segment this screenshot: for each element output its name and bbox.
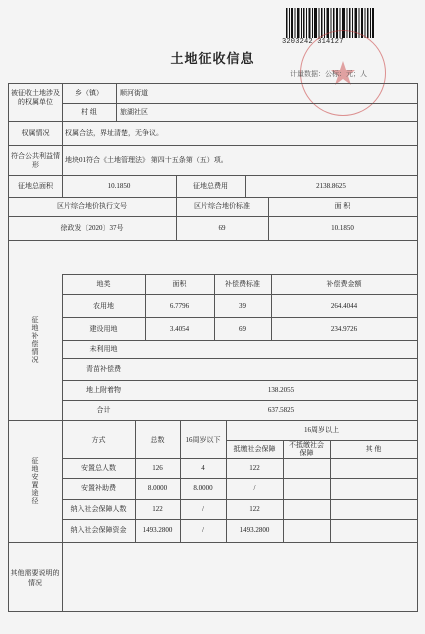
res-row-social: 122: [249, 505, 260, 513]
ownership-label: 权属情况: [21, 129, 50, 137]
area-label: 面 积: [334, 202, 351, 210]
res-row-under16: 8.0000: [193, 484, 213, 492]
comp-row-type: 建设用地: [89, 325, 118, 333]
price-std-label: 区片综合地价标准: [194, 202, 250, 210]
doc-no-label: 区片综合地价执行文号: [57, 202, 127, 210]
compensation-section-label: 征地补偿情况: [31, 316, 39, 364]
comp-header-type: 地类: [96, 280, 111, 288]
public-interest-value: 地块01符合《土地管理法》 第四十五条第（五）项。: [65, 156, 228, 164]
res-row-method: 安置补助费: [81, 484, 116, 492]
res-row-social: /: [253, 484, 256, 492]
res-row-social: 1493.2800: [239, 526, 270, 534]
res-row-method: 安置总人数: [81, 464, 116, 472]
comp-total-value: 637.5825: [267, 406, 295, 414]
res-row-method: 纳入社会保障资金: [70, 526, 127, 534]
resettlement-section-label: 征地安置途径: [31, 457, 39, 505]
res-header-over16: 16周岁以上: [304, 426, 339, 434]
crop-fee-label: 青苗补偿费: [86, 365, 121, 373]
seal-caption: 计量数据：公标：元；人: [290, 70, 367, 78]
res-header-method: 方式: [91, 436, 106, 444]
township-value: 顺河街道: [120, 89, 148, 97]
res-header-nonsocial: 不抵缴社会保障: [289, 441, 324, 457]
comp-row-std: 69: [239, 325, 246, 333]
ownership-value: 权属合法，界址清楚，无争议。: [65, 129, 163, 137]
comp-header-area: 面积: [172, 280, 187, 288]
res-row-total: 122: [152, 505, 163, 513]
comp-header-std: 补偿费标准: [225, 280, 260, 288]
comp-row-area: 3.4054: [169, 325, 190, 333]
other-notes-label: 其他需要说明的情况: [10, 569, 60, 587]
total-fee-value: 2138.8625: [316, 182, 346, 190]
public-interest-label: 符合公共利益情形: [11, 152, 60, 169]
total-fee-label: 征地总费用: [193, 182, 228, 190]
res-row-under16: /: [202, 526, 204, 534]
res-header-under16: 16周岁以下: [185, 436, 221, 444]
total-area-label: 征地总面积: [18, 182, 53, 190]
area-value: 10.1850: [331, 224, 354, 232]
res-row-social: 122: [249, 464, 260, 472]
res-row-total: 126: [152, 464, 163, 472]
comp-row-std: 39: [239, 302, 246, 310]
res-row-total: 8.0000: [147, 484, 168, 492]
comp-total-label: 合计: [96, 406, 111, 414]
attachment-value: 138.2055: [267, 386, 295, 394]
page-title: 土地征收信息: [170, 51, 255, 66]
land-owner-label: 被征收土地涉及的权属单位: [11, 89, 60, 106]
res-header-other: 其 他: [365, 445, 382, 453]
res-header-total: 总数: [150, 436, 165, 444]
res-row-method: 纳入社会保障人数: [70, 505, 127, 513]
comp-header-amount: 补偿费金额: [326, 280, 362, 288]
res-row-under16: 4: [201, 464, 205, 472]
comp-row-amount: 264.4044: [330, 302, 358, 310]
comp-row-type: 农用地: [93, 302, 114, 310]
total-area-value: 10.1850: [107, 182, 131, 190]
price-std-value: 69: [218, 224, 226, 232]
res-row-total: 1493.2800: [142, 526, 173, 534]
attachment-label: 地上附着物: [86, 386, 121, 394]
village-value: 旅湖社区: [120, 108, 148, 116]
barcode-number: 3203242 314127: [282, 38, 344, 46]
doc-no-value: 徐政发〔2020〕37号: [60, 224, 124, 232]
village-label: 村 组: [81, 108, 97, 116]
comp-row-type: 未利用地: [89, 345, 118, 353]
res-header-social: 抵缴社会保障: [233, 445, 276, 453]
comp-row-area: 6.7796: [169, 302, 190, 310]
township-label: 乡（镇）: [75, 89, 103, 97]
res-row-under16: /: [202, 505, 204, 513]
comp-row-amount: 234.9726: [330, 325, 358, 333]
